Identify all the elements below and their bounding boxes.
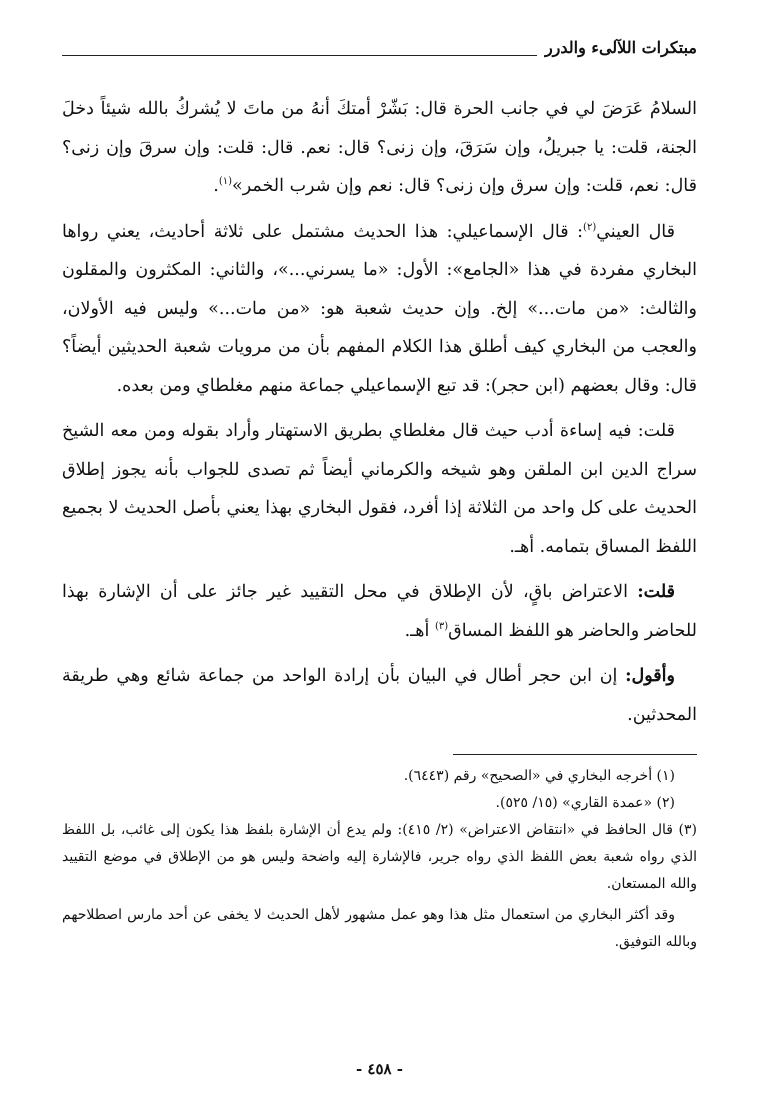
footnote-ref-3: (٣) (434, 620, 449, 632)
paragraph-2 (62, 213, 697, 406)
paragraph-text: : قال الإسماعيلي: هذا الحديث مشتمل على ثلاثة أحاديث، يعني رواها البخاري مفردة في هذا «الجامع»: الأول: «ما يسرني...»، والثاني: المكثرون والمقلون والثالث: «من مات...» إلخ. وإن حديث شعبة هو: «من مات...» وليس فيه الأولان، والعجب من البخاري كيف أطلق هذا الكلام المفهم بأن من مرويات شعبة الحديثين أيضاً؟ قال: وقال بعضهم (ابن حجر): قد تبع الإسماعيلي جماعة منهم مغلطاي ومن بعده. (62, 221, 697, 396)
footnote-3: (٣) قال الحافظ في «انتقاض الاعتراض» (٢/ ٤١٥): ولم يدع أن الإشارة بلفظ هذا يكون إلى غائب، بل اللفظ الذي رواه شعبة بعض اللفظ الذي رواه جرير، فالإشارة إليه واضحة وليس هو من الإطلاق في موضع التقييد والله المستعان. (62, 822, 698, 892)
paragraph-text: الاعتراض باقٍ، لأن الإطلاق في محل التقييد غير جائز على أن الإشارة بهذا للحاضر والحاضر هو اللفظ المساق (62, 582, 697, 641)
document-page (62, 28, 697, 1078)
footnote-3-continued: وقد أكثر البخاري من استعمال مثل هذا وهو عمل مشهور لأهل الحديث لا يخفى عن أحد مارس اصطلاحهم وبالله التوفيق. (62, 907, 697, 950)
footnotes (62, 763, 697, 956)
paragraph-lead: قال العيني (596, 221, 675, 242)
paragraph-tail: أهـ. (404, 620, 435, 641)
paragraph-1 (62, 90, 697, 206)
footnote-ref-1: (١) (218, 176, 233, 188)
main-text (62, 90, 697, 734)
paragraph-text: إن ابن حجر أطال في البيان بأن إرادة الواحد من جماعة شائع وهي طريقة المحدثين. (62, 666, 697, 725)
footnote-1: (١) أخرجه البخاري في «الصحيح» رقم (٦٤٤٣). (403, 768, 675, 784)
paragraph-3 (62, 412, 697, 566)
paragraph-tail: . (213, 176, 219, 196)
paragraph-lead: قلت: (637, 582, 675, 602)
paragraph-text: قلت: فيه إساءة أدب حيث قال مغلطاي بطريق الاستهتار وأراد بقوله ومن معه الشيخ سراج الدين ابن الملقن وهو شيخه والكرماني أيضاً ثم تصدى للجواب بأنه يجوز إطلاق الحديث على كل واحد من الثلاثة إذا أفرد، فقول البخاري بهذا يعني بأصل الحديث لا بجميع اللفظ المساق بتمامه. أهـ. (62, 421, 697, 557)
footnote-ref-2: (٢) (583, 221, 597, 233)
paragraph-lead: وأقول: (625, 666, 675, 686)
footnote-2: (٢) «عمدة القاري» (١٥/ ٥٢٥). (495, 795, 675, 811)
running-header (62, 28, 697, 62)
paragraph-5 (62, 657, 697, 734)
paragraph-text: السلامُ عَرَضَ لي في جانب الحرة قال: بَشّرْ أمتكَ أنهُ من ماتَ لا يُشركُ بالله شيئاً دخلَ الجنة، قلت: يا جبريلُ، وإن سَرَقَ، وإن زنى؟ قال: نعم. قال: قلت: وإن سرقَ وإن زنى؟ قال: نعم، قلت: وإن سرق وإن زنى؟ قال: نعم وإن شرب الخمر» (62, 99, 697, 196)
footnote-separator (453, 754, 697, 755)
page-number: - ٤٥٨ - (355, 1060, 404, 1078)
header-title: مبتكرات اللآلىء والدرر (537, 38, 697, 62)
paragraph-4 (62, 573, 697, 650)
